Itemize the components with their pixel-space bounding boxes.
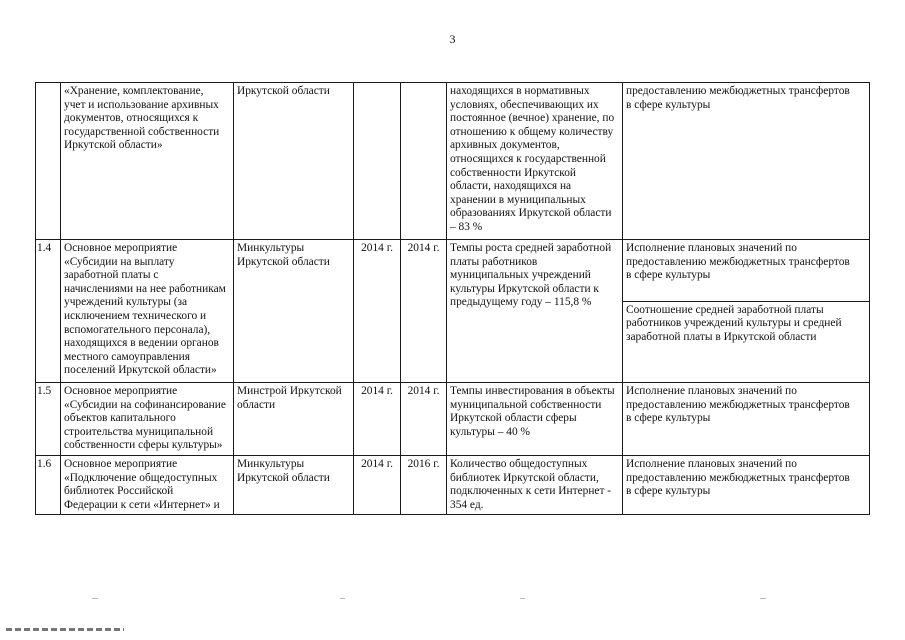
scan-artifact-mark bbox=[6, 628, 124, 631]
event-name-cell-line: документов, относящихся к bbox=[64, 112, 199, 125]
executor-cell-line: Иркутской области bbox=[237, 471, 330, 484]
start-year-cell: 2014 г. bbox=[354, 383, 401, 456]
executor-cell-line: области bbox=[237, 398, 276, 411]
target-indicator-cell-line: муниципальной собственности bbox=[450, 398, 602, 411]
event-name-cell-line: Иркутской области» bbox=[64, 139, 163, 152]
row-number bbox=[36, 83, 61, 240]
event-name-cell-line: находящихся в ведении органов bbox=[64, 337, 219, 350]
performance-indicator-cell-line: предоставлению межбюджетных трансфертов bbox=[626, 255, 850, 268]
scan-artifact-line bbox=[340, 598, 345, 599]
end-year-cell bbox=[401, 83, 447, 240]
performance-indicator-cell bbox=[623, 240, 870, 383]
start-year-cell: 2014 г. bbox=[354, 240, 401, 383]
executor-cell-line: Иркутской области bbox=[237, 85, 330, 97]
target-indicator-cell-line: архивных документов, bbox=[450, 139, 560, 152]
performance-indicator-secondary-line: Соотношение средней заработной платы bbox=[626, 303, 824, 316]
target-indicator-cell-line: отношению к общему количеству bbox=[450, 125, 614, 138]
performance-indicator-cell-line: Исполнение плановых значений по bbox=[626, 457, 797, 470]
target-indicator-cell bbox=[447, 83, 623, 240]
table-body bbox=[36, 83, 870, 515]
target-indicator-cell-line: хранении в муниципальных bbox=[450, 193, 586, 206]
event-name-cell-line: начислениями на нее работникам bbox=[64, 282, 226, 295]
event-name-cell-line: местного самоуправления bbox=[64, 350, 190, 363]
target-indicator-cell bbox=[447, 383, 623, 456]
event-name-cell bbox=[61, 455, 234, 514]
target-indicator-cell bbox=[447, 240, 623, 383]
performance-indicator-cell bbox=[623, 83, 870, 240]
target-indicator-cell-line: культуры – 40 % bbox=[450, 425, 531, 438]
executor-cell-line: Минкультуры bbox=[237, 242, 305, 254]
target-indicator-cell-line: образованиях Иркутской области bbox=[450, 207, 612, 220]
performance-indicator-cell-line: в сфере культуры bbox=[626, 412, 711, 425]
performance-indicator-cell-line: предоставлению межбюджетных трансфертов bbox=[626, 85, 850, 97]
event-name-cell bbox=[61, 240, 234, 383]
executor-cell-line: Минстрой Иркутской bbox=[237, 385, 342, 397]
performance-indicator-secondary-line: заработной платы в Иркутской области bbox=[626, 330, 817, 343]
table-row bbox=[36, 455, 870, 514]
target-indicator-cell-line: постоянное (вечное) хранение, по bbox=[450, 112, 615, 125]
event-name-cell-line: поселений Иркутской области» bbox=[64, 364, 217, 377]
event-name-cell-line: строительства муниципальной bbox=[64, 425, 214, 438]
performance-indicator-cell-line: Исполнение плановых значений по bbox=[626, 242, 797, 254]
performance-indicator-cell-line: предоставлению межбюджетных трансфертов bbox=[626, 471, 850, 484]
performance-indicator-cell-line: Исполнение плановых значений по bbox=[626, 385, 797, 397]
target-indicator-cell-line: платы работников bbox=[450, 255, 538, 268]
end-year-cell: 2014 г. bbox=[401, 240, 447, 383]
row-number: 1.5 bbox=[36, 383, 61, 456]
end-year-cell: 2016 г. bbox=[401, 455, 447, 514]
event-name-cell-line: библиотек Российской bbox=[64, 485, 174, 498]
event-name-cell-line: вспомогательного персонала), bbox=[64, 323, 211, 336]
target-indicator-cell-line: 354 ед. bbox=[450, 498, 484, 511]
event-name-cell-line: Основное мероприятие bbox=[64, 385, 178, 397]
performance-indicator-secondary bbox=[623, 301, 869, 345]
target-indicator-cell-line: муниципальных учреждений bbox=[450, 269, 591, 282]
performance-indicator-cell-line: в сфере культуры bbox=[626, 269, 711, 282]
event-name-cell-line: заработной платы с bbox=[64, 269, 159, 282]
target-indicator-cell-line: культуры Иркутской области к bbox=[450, 282, 599, 295]
event-name-cell bbox=[61, 383, 234, 456]
start-year-cell bbox=[354, 83, 401, 240]
event-name-cell-line: объектов капитального bbox=[64, 412, 176, 425]
performance-indicator-cell bbox=[623, 455, 870, 514]
page-number: 3 bbox=[449, 32, 456, 46]
performance-indicator-cell bbox=[623, 383, 870, 456]
performance-indicator-secondary-line: работников учреждений культуры и средней bbox=[626, 317, 842, 330]
event-name-cell-line: Основное мероприятие bbox=[64, 457, 178, 470]
performance-indicator-cell-line: предоставлению межбюджетных трансфертов bbox=[626, 398, 850, 411]
scan-artifact-line bbox=[760, 598, 766, 599]
event-name-cell-line: «Подключение общедоступных bbox=[64, 471, 218, 484]
event-name-cell-line: «Хранение, комплектование, bbox=[64, 85, 204, 97]
row-number: 1.4 bbox=[36, 240, 61, 383]
scan-artifact-line bbox=[520, 598, 525, 599]
executor-cell bbox=[234, 383, 354, 456]
scan-artifact-line bbox=[92, 598, 98, 599]
event-name-cell-line: государственной собственности bbox=[64, 125, 220, 138]
event-name-cell-line: «Субсидии на выплату bbox=[64, 255, 175, 268]
target-indicator-cell-line: области, находящихся на bbox=[450, 180, 572, 193]
executor-cell-line: Минкультуры bbox=[237, 457, 305, 470]
target-indicator-cell bbox=[447, 455, 623, 514]
target-indicator-cell-line: библиотек Иркутской области, bbox=[450, 471, 599, 484]
performance-indicator-cell-line: в сфере культуры bbox=[626, 98, 711, 111]
table-row bbox=[36, 383, 870, 456]
executor-cell bbox=[234, 240, 354, 383]
event-name-cell-line: собственности сферы культуры» bbox=[64, 439, 223, 452]
event-name-cell-line: исключением технического и bbox=[64, 309, 207, 322]
target-indicator-cell-line: находящихся в нормативных bbox=[450, 85, 590, 97]
executor-cell-line: Иркутской области bbox=[237, 255, 330, 268]
executor-cell bbox=[234, 455, 354, 514]
event-name-cell-line: Основное мероприятие bbox=[64, 242, 178, 254]
target-indicator-cell-line: – 83 % bbox=[450, 220, 483, 233]
target-indicator-cell-line: Темпы роста средней заработной bbox=[450, 242, 612, 254]
table-row bbox=[36, 240, 870, 383]
event-name-cell bbox=[61, 83, 234, 240]
event-name-cell-line: учет и использование архивных bbox=[64, 98, 219, 111]
table-row bbox=[36, 83, 870, 240]
event-name-cell-line: учреждений культуры (за bbox=[64, 296, 188, 309]
performance-indicator-cell-line: в сфере культуры bbox=[626, 485, 711, 498]
event-name-cell-line: «Субсидии на софинансирование bbox=[64, 398, 226, 411]
target-indicator-cell-line: подключенных к сети Интернет - bbox=[450, 485, 612, 498]
target-indicator-cell-line: Иркутской области сферы bbox=[450, 412, 577, 425]
start-year-cell: 2014 г. bbox=[354, 455, 401, 514]
end-year-cell: 2014 г. bbox=[401, 383, 447, 456]
program-events-table bbox=[35, 82, 870, 515]
target-indicator-cell-line: относящихся к государственной bbox=[450, 152, 606, 165]
target-indicator-cell-line: Количество общедоступных bbox=[450, 457, 588, 470]
target-indicator-cell-line: предыдущему году – 115,8 % bbox=[450, 296, 592, 309]
target-indicator-cell-line: условиях, обеспечивающих их bbox=[450, 98, 599, 111]
executor-cell bbox=[234, 83, 354, 240]
target-indicator-cell-line: собственности Иркутской bbox=[450, 166, 577, 179]
row-number: 1.6 bbox=[36, 455, 61, 514]
event-name-cell-line: Федерации к сети «Интернет» и bbox=[64, 498, 220, 511]
target-indicator-cell-line: Темпы инвестирования в объекты bbox=[450, 385, 615, 397]
